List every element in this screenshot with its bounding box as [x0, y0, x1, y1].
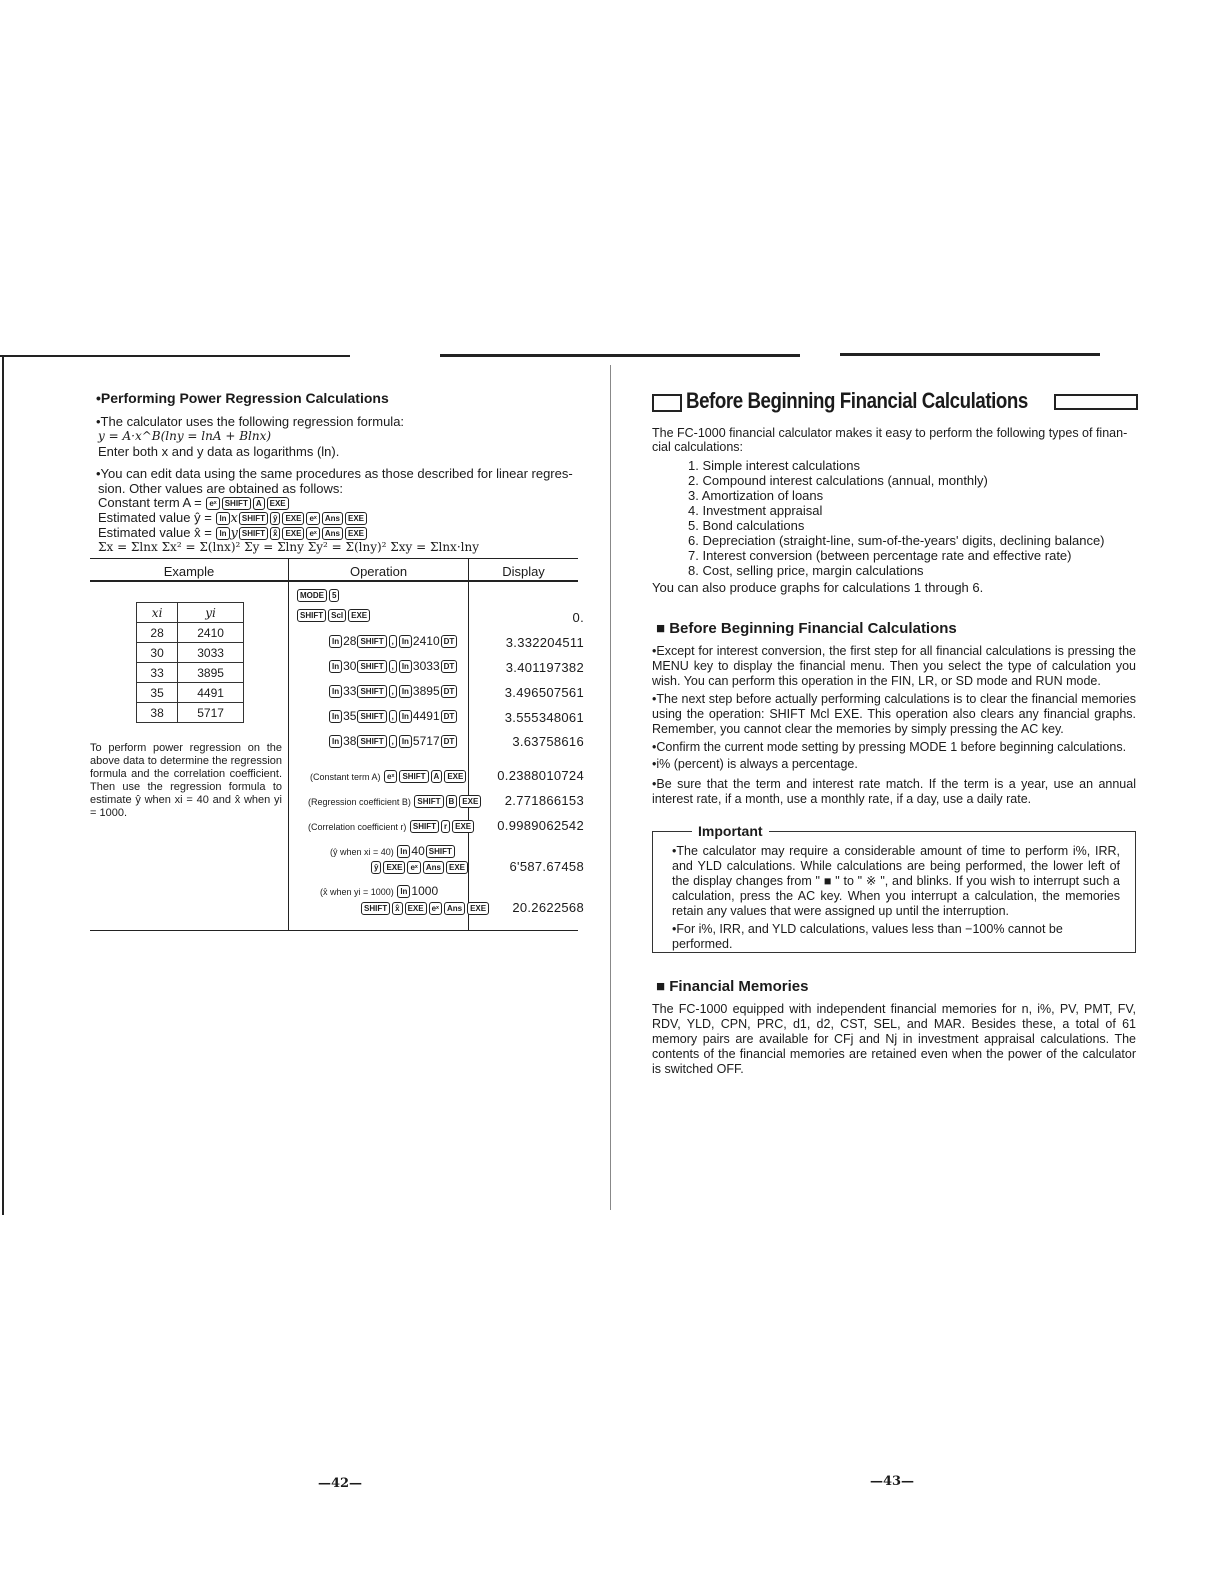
key-shift: SHIFT: [222, 497, 251, 510]
key-a: A: [253, 497, 265, 510]
op-correlation-coef: [308, 820, 475, 833]
table-vline-1: [288, 558, 289, 930]
key-exe: EXE: [345, 512, 367, 525]
key-ex: eˣ: [429, 902, 442, 915]
op-row-38: ln 38 SHIFT , ln 5717 DT: [328, 734, 458, 748]
header-operation: Operation: [349, 564, 408, 579]
cell-yi: 2410: [178, 623, 244, 643]
key-exe: EXE: [267, 497, 289, 510]
key-ex: eˣ: [306, 512, 319, 525]
op-constant-term: [310, 770, 467, 783]
list-item: 5. Bond calculations: [688, 518, 805, 533]
op-y-estimate-label: (ŷ when xi = 40): [330, 847, 394, 857]
op-constant-label: (Constant term A): [310, 772, 381, 782]
key-ex: eˣ: [384, 770, 397, 783]
intro-line-1: The FC-1000 financial calculator makes it easy to perform the following types of finan-: [652, 426, 1128, 440]
op-x-estimate-value: 1000: [411, 884, 439, 898]
key-shift: SHIFT: [357, 635, 386, 648]
estimated-x-line: Estimated value x̂ = ln y SHIFT x̂ EXE eˣ Ans EXE: [98, 525, 368, 541]
key-shift: SHIFT: [357, 710, 386, 723]
key-shift: SHIFT: [399, 770, 428, 783]
op-mode-5: [296, 588, 340, 602]
key-comma: ,: [389, 635, 397, 648]
key-exe: EXE: [405, 902, 427, 915]
op-row-33: ln 33 SHIFT , ln 3895 DT: [328, 684, 458, 698]
section-before-heading: ■ Before Beginning Financial Calculations: [656, 620, 957, 637]
constant-term-label: Constant term A =: [98, 495, 202, 510]
title-box-left: [652, 394, 682, 412]
key-dt: DT: [441, 735, 458, 748]
display-value: 3.496507561: [504, 685, 584, 700]
example-description: To perform power regression on the above data to determine the regression formula and the correlation coefficient. Then use the regression formula to estimate ŷ when xi = 40 and x̂ when yi = 1000.: [90, 742, 282, 819]
important-bullet-time: •The calculator may require a considerable amount of time to perform i%, IRR, and YLD calculations. While calculations are being performed, the lower left of the display changes from " ■ " to " ※ ", and blinks. If you wish to interrupt such a calculation, press the AC key. When you interrupt a calculation, the memories retain any values that were assigned up until the interruption.: [672, 844, 1120, 918]
header-display: Display: [502, 564, 545, 579]
op-regression-coef: [308, 795, 482, 808]
key-shift: SHIFT: [357, 685, 386, 698]
key-ln: ln: [399, 635, 412, 648]
estimated-x-label: Estimated value x̂ =: [98, 525, 212, 540]
table-vline-2: [468, 558, 469, 930]
bullet-term: •Be sure that the term and interest rate match. If the term is a year, use an annual interest rate, if a month, use a monthly rate, if a day, use a daily rate.: [652, 777, 1136, 806]
key-xhat: x̂: [392, 902, 402, 915]
col-xi: xi: [137, 603, 178, 623]
display-value: 20.2622568: [512, 900, 584, 915]
key-dt: DT: [441, 660, 458, 673]
key-exe: EXE: [383, 861, 405, 874]
power-regression-heading: •Performing Power Regression Calculations: [96, 390, 389, 406]
key-yhat: ŷ: [270, 512, 280, 525]
title-box-right: [1054, 394, 1138, 410]
key-exe: EXE: [282, 512, 304, 525]
cell-yi: 3033: [178, 643, 244, 663]
key-shift: SHIFT: [361, 902, 390, 915]
key-ln: ln: [399, 735, 412, 748]
op-y-estimate-value: 40: [411, 844, 425, 858]
key-ans: Ans: [322, 512, 343, 525]
constant-term-line: [98, 495, 290, 510]
display-value: 6'587.67458: [509, 859, 584, 874]
op-x-estimate-1: [320, 884, 438, 898]
intro-text: •The calculator uses the following regression formula:: [96, 414, 405, 429]
op-row-28: ln 28 SHIFT , ln 2410 DT: [328, 634, 458, 648]
edit-data-line-2: sion. Other values are obtained as follows:: [98, 481, 343, 496]
key-exe: EXE: [467, 902, 489, 915]
op-y-estimate-2: [370, 860, 469, 874]
estimated-y-label: Estimated value ŷ =: [98, 510, 212, 525]
graphs-note: You can also produce graphs for calculations 1 through 6.: [652, 580, 984, 595]
data-table-header: [137, 603, 244, 623]
op-y-estimate-1: [330, 844, 456, 858]
key-shift: SHIFT: [239, 512, 268, 525]
important-bullet-limit: •For i%, IRR, and YLD calculations, values less than −100% cannot be performed.: [672, 922, 1063, 951]
key-a: A: [431, 770, 443, 783]
key-shift: SHIFT: [239, 527, 268, 540]
key-b: B: [446, 795, 458, 808]
key-ex: eˣ: [206, 497, 219, 510]
cell-yi: 5717: [178, 703, 244, 723]
cell-xi: 28: [137, 623, 178, 643]
memories-text: The FC-1000 equipped with independent financial memories for n, i%, PV, PMT, FV, RDV, YLD, CPN, PRC, d1, d2, CST, SEL, and MAR. Besides these, a total of 61 memory pairs are available for CFj and Nj in investment appraisal calculations. The contents of the financial memories are retained even when the power of the calculator is switched OFF.: [652, 1002, 1136, 1076]
center-fold-rule: [610, 365, 611, 1210]
table-header-rule: [90, 580, 578, 582]
bullet-clear: •The next step before actually performing calculations is to clear the financial memories using the operation: SHIFT Mcl EXE. This operation also clears any financial graphs. Remember, you cannot clear the memories by simply pressing the AC key.: [652, 692, 1136, 736]
op-regression-label: (Regression coefficient B): [308, 797, 411, 807]
table-top-rule: [90, 558, 578, 559]
top-rule-mid: [440, 354, 800, 357]
key-ans: Ans: [444, 902, 465, 915]
sums-line: Σx = Σlnx Σx² = Σ(lnx)² Σy = Σlny Σy² = Σ(lny)² Σxy = Σlnx·lny: [98, 540, 479, 554]
key-ln: ln: [329, 660, 342, 673]
cell-yi: 3895: [178, 663, 244, 683]
table-row: [137, 703, 244, 723]
display-value: 0.9989062542: [497, 818, 584, 833]
key-shift: SHIFT: [357, 735, 386, 748]
table-row: [137, 683, 244, 703]
display-value: 3.63758616: [512, 734, 584, 749]
key-ex: eˣ: [407, 861, 420, 874]
op-row-35: ln 35 SHIFT , ln 4491 DT: [328, 709, 458, 723]
key-comma: ,: [389, 735, 397, 748]
key-shift: SHIFT: [357, 660, 386, 673]
enter-both-text: Enter both x and y data as logarithms (ln).: [98, 444, 340, 459]
table-row: [137, 623, 244, 643]
key-exe: EXE: [446, 861, 468, 874]
op-correlation-label: (Correlation coefficient r): [308, 822, 407, 832]
display-value: 3.555348061: [504, 710, 584, 725]
key-ln: ln: [399, 660, 412, 673]
display-value: 2.771866153: [504, 793, 584, 808]
key-exe: EXE: [452, 820, 474, 833]
edit-data-line-1: •You can edit data using the same procedures as those described for linear regres-: [96, 466, 573, 481]
page-number-right: —43—: [869, 1474, 915, 1489]
display-value: 0.: [572, 610, 584, 625]
bullet-menu: •Except for interest conversion, the first step for all financial calculations is pressing the MENU key to display the financial menu. Then you select the type of calculation you wish. You can perform this operation in the FIN, LR, or SD mode and RUN mode.: [652, 644, 1136, 688]
top-rule-right: [840, 353, 1100, 356]
list-item: 4. Investment appraisal: [688, 503, 823, 518]
list-item: 6. Depreciation (straight-line, sum-of-the-years' digits, declining balance): [688, 533, 1105, 548]
op-shift-scl: [296, 608, 371, 622]
key-dt: DT: [441, 685, 458, 698]
key-exe: EXE: [282, 527, 304, 540]
key-shift: SHIFT: [297, 609, 326, 622]
key-ln: ln: [329, 635, 342, 648]
key-5: 5: [329, 589, 339, 602]
key-ln: ln: [216, 512, 229, 525]
intro-line-2: cial calculations:: [652, 440, 744, 454]
key-ans: Ans: [322, 527, 343, 540]
key-shift: SHIFT: [410, 820, 439, 833]
key-scl: Scl: [328, 609, 346, 622]
bullet-mode: •Confirm the current mode setting by pressing MODE 1 before beginning calculations.: [652, 740, 1127, 754]
op-x-estimate-2: [360, 901, 490, 915]
display-value: 3.401197382: [505, 660, 584, 675]
key-comma: ,: [389, 660, 397, 673]
formula-text: y = A·x^B(lny = lnA + Blnx): [98, 429, 272, 443]
col-yi: yi: [178, 603, 244, 623]
key-shift: SHIFT: [426, 845, 455, 858]
key-ln: ln: [216, 527, 229, 540]
section-memories-heading: ■ Financial Memories: [656, 978, 809, 995]
key-ln: ln: [397, 845, 410, 858]
key-ans: Ans: [423, 861, 444, 874]
key-r: r: [441, 820, 450, 833]
key-mode: MODE: [297, 589, 327, 602]
bullet-percent: •i% (percent) is always a percentage.: [652, 757, 858, 771]
important-label: Important: [692, 823, 769, 839]
calc-type-list: [688, 458, 1105, 578]
key-ln: ln: [329, 735, 342, 748]
left-edge-rule: [2, 355, 4, 1215]
list-item: 2. Compound interest calculations (annual, monthly): [688, 473, 988, 488]
key-comma: ,: [389, 710, 397, 723]
key-dt: DT: [441, 635, 458, 648]
key-yhat: ŷ: [371, 861, 381, 874]
list-item: 7. Interest conversion (between percentage rate and effective rate): [688, 548, 1072, 563]
page-number-left: —42—: [317, 1476, 363, 1491]
key-ex: eˣ: [306, 527, 319, 540]
cell-xi: 35: [137, 683, 178, 703]
key-ln: ln: [399, 710, 412, 723]
cell-xi: 38: [137, 703, 178, 723]
key-ln: ln: [399, 685, 412, 698]
key-exe: EXE: [444, 770, 466, 783]
display-value: 0.2388010724: [497, 768, 584, 783]
key-ln: ln: [397, 885, 410, 898]
key-xhat: x̂: [270, 527, 280, 540]
table-row: [137, 643, 244, 663]
data-table: [136, 602, 244, 723]
table-bottom-rule: [90, 930, 578, 931]
cell-yi: 4491: [178, 683, 244, 703]
top-rule-left: [0, 355, 350, 357]
page-title: Before Beginning Financial Calculations: [686, 388, 1028, 413]
estimated-y-line: Estimated value ŷ = ln x SHIFT ŷ EXE eˣ Ans EXE: [98, 510, 368, 526]
list-item: 1. Simple interest calculations: [688, 458, 860, 473]
header-example: Example: [163, 564, 215, 579]
op-x-estimate-label: (x̂ when yi = 1000): [320, 887, 394, 897]
key-exe: EXE: [345, 527, 367, 540]
key-comma: ,: [389, 685, 397, 698]
op-row-30: ln 30 SHIFT , ln 3033 DT: [328, 659, 458, 673]
key-dt: DT: [441, 710, 458, 723]
key-shift: SHIFT: [414, 795, 443, 808]
list-item: 8. Cost, selling price, margin calculations: [688, 563, 924, 578]
table-row: [137, 663, 244, 683]
list-item: 3. Amortization of loans: [688, 488, 824, 503]
key-ln: ln: [329, 685, 342, 698]
key-exe: EXE: [348, 609, 370, 622]
key-ln: ln: [329, 710, 342, 723]
cell-xi: 33: [137, 663, 178, 683]
cell-xi: 30: [137, 643, 178, 663]
display-value: 3.332204511: [505, 635, 584, 650]
key-exe: EXE: [459, 795, 481, 808]
